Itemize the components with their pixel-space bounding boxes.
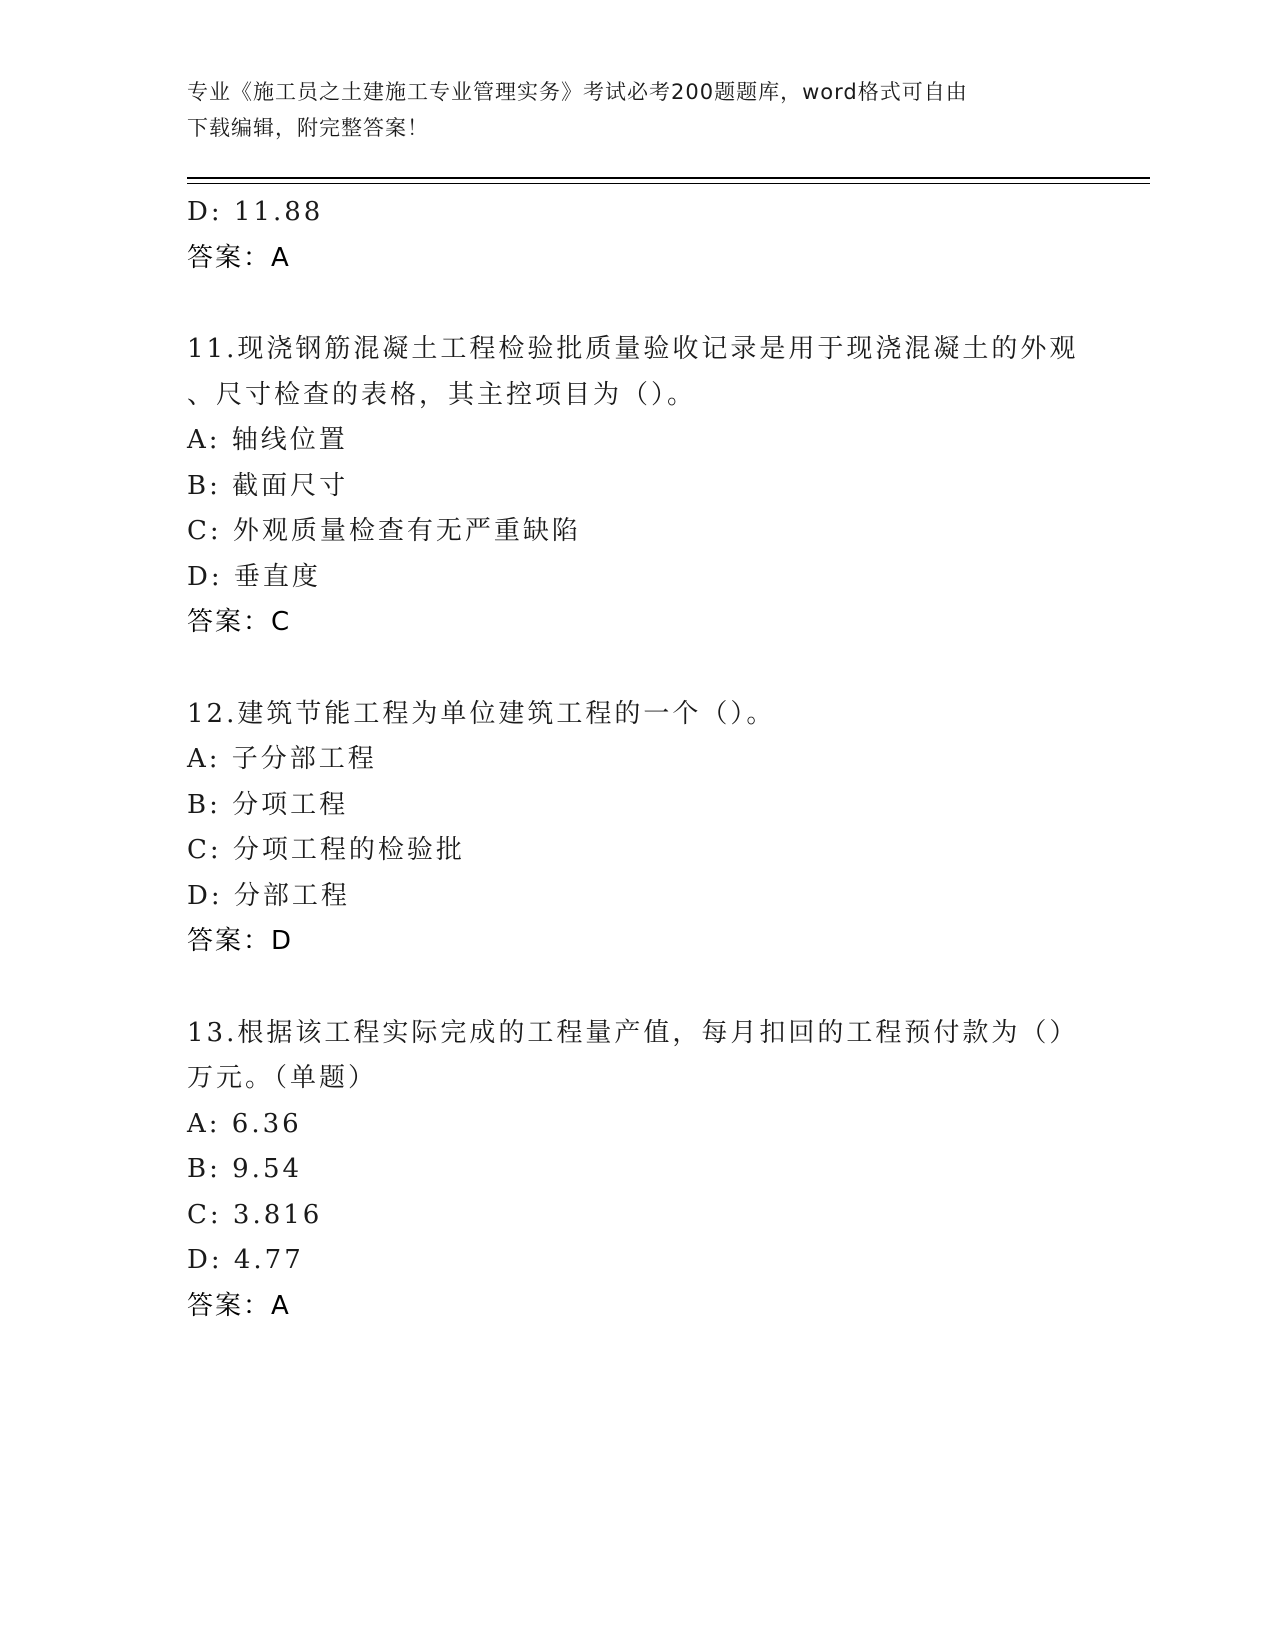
answer-line: 答案：A <box>187 242 291 273</box>
option-b: B: 截面尺寸 <box>187 470 349 501</box>
spacer <box>187 281 1087 327</box>
question-13 <box>187 1011 1087 1330</box>
option-d: D: 垂直度 <box>187 561 321 592</box>
spacer <box>187 646 1087 692</box>
header-line-2: 下载编辑，附完整答案！ <box>187 116 429 140</box>
document-header <box>187 74 1067 146</box>
option-c: C: 分项工程的检验批 <box>187 835 465 865</box>
header-divider-thin <box>187 183 1150 184</box>
option-a: A: 6.36 <box>187 1108 302 1139</box>
header-divider-thick <box>187 177 1150 179</box>
question-list <box>187 190 1087 1329</box>
answer-line: 答案：A <box>187 1290 291 1321</box>
question-11 <box>187 327 1087 646</box>
option-b: B: 9.54 <box>187 1154 303 1184</box>
option-d: D: 11.88 <box>187 197 324 227</box>
header-line-1: 专业《施工员之土建施工专业管理实务》考试必考200题题库，word格式可自由 <box>187 80 968 104</box>
question-12 <box>187 692 1087 965</box>
answer-line: 答案：D <box>187 926 294 956</box>
option-c: C: 3.816 <box>187 1199 323 1230</box>
question-text-line-1: 12.建筑节能工程为单位建筑工程的一个（）。 <box>187 698 776 729</box>
option-a: A: 轴线位置 <box>187 425 348 455</box>
previous-question-tail <box>187 190 1087 281</box>
question-text-line-1: 13.根据该工程实际完成的工程量产值，每月扣回的工程预付款为（） <box>187 1017 1079 1048</box>
answer-line: 答案：C <box>187 607 292 637</box>
spacer <box>187 965 1087 1011</box>
question-text-line-1: 11.现浇钢筋混凝土工程检验批质量验收记录是用于现浇混凝土的外观 <box>187 334 1079 364</box>
question-text-line-2: 、尺寸检查的表格，其主控项目为（）。 <box>187 379 697 410</box>
question-text-line-2: 万元。（单题） <box>187 1063 378 1093</box>
option-c: C: 外观质量检查有无严重缺陷 <box>187 516 581 546</box>
option-d: D: 分部工程 <box>187 880 350 911</box>
option-d: D: 4.77 <box>187 1245 304 1275</box>
option-a: A: 子分部工程 <box>187 744 377 774</box>
option-b: B: 分项工程 <box>187 789 349 820</box>
